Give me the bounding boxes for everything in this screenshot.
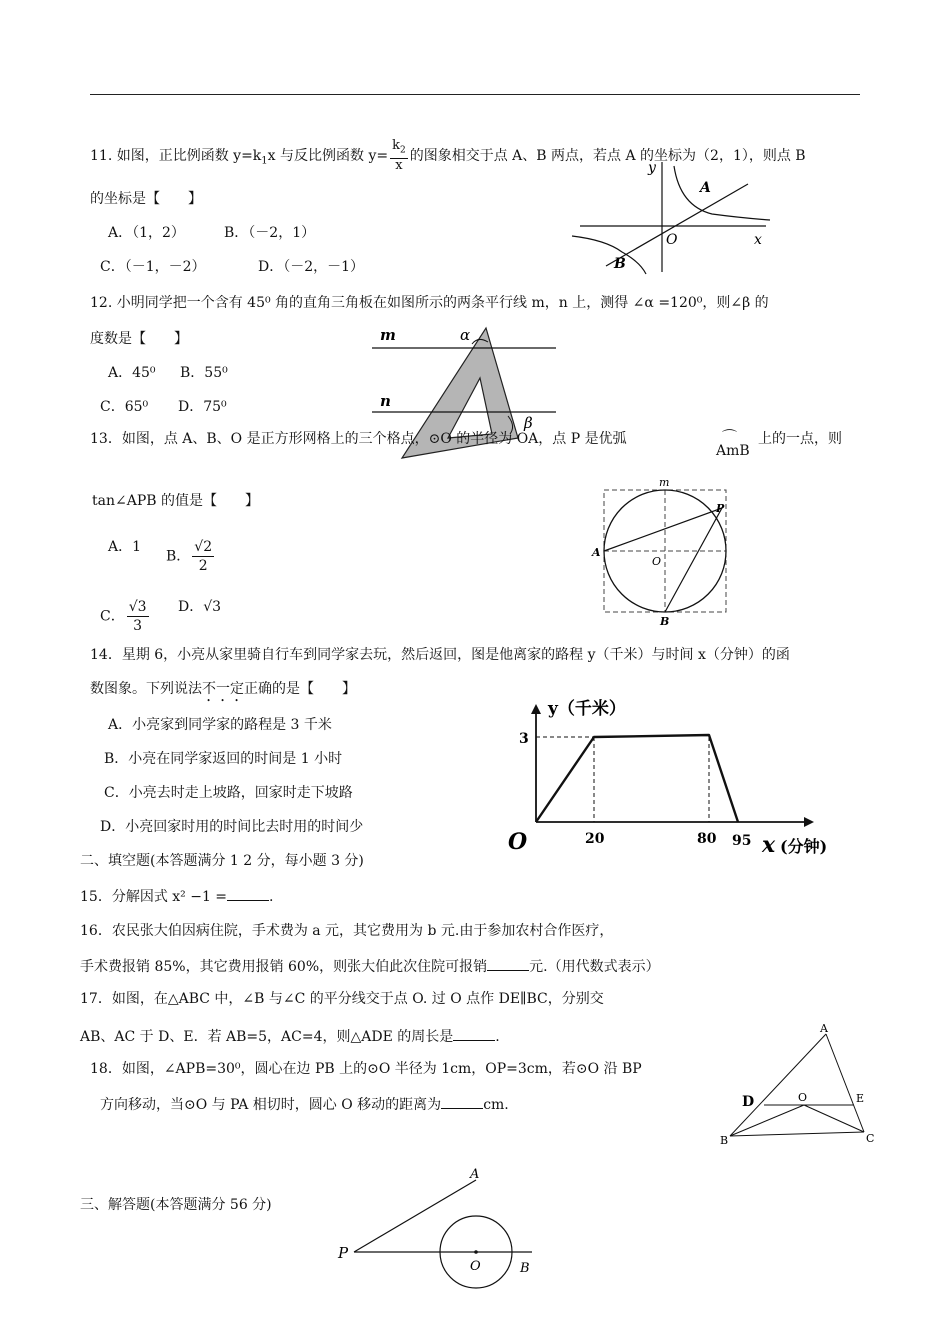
q18-ray-pa bbox=[354, 1180, 476, 1252]
q15-text: 15．分解因式 x² −1 = bbox=[80, 889, 228, 905]
q13-chord-pa bbox=[604, 508, 722, 551]
q11-text-a: 11. 如图，正比例函数 y=k bbox=[90, 147, 262, 164]
q11-line2: 的坐标是【 】 bbox=[90, 191, 202, 207]
q17-line2-text: AB、AC 于 D、E．若 AB=5，AC=4，则△ADE 的周长是 bbox=[80, 1029, 454, 1045]
q14-graph bbox=[536, 735, 738, 822]
q11-line bbox=[606, 184, 748, 266]
q16-line2-end: 元.（用代数式表示） bbox=[529, 959, 660, 975]
q11-fraction bbox=[390, 139, 408, 173]
q14-xlabel-unit: (分钟) bbox=[780, 837, 828, 856]
q13-arc bbox=[716, 428, 750, 459]
q18-line1: 18．如图，∠APB=30⁰，圆心在边 PB 上的⊙O 半径为 1cm，OP=3cm，若⊙O 沿 BP bbox=[90, 1061, 642, 1077]
q11-figure bbox=[566, 158, 776, 276]
q13-line1: 13．如图，点 A、B、O 是正方形网格上的三个格点，⊙O 的半径为 OA，点 P 是优弧 bbox=[90, 431, 627, 447]
q13-option-b bbox=[166, 538, 216, 575]
q14-xtick-80: 80 bbox=[697, 831, 717, 847]
q13-chord-pb bbox=[665, 508, 722, 612]
q12-option-a: A．45⁰ bbox=[108, 365, 156, 381]
q11-option-c: C．（－1，－2） bbox=[100, 259, 206, 275]
q13-label-m: m bbox=[659, 476, 670, 489]
q14-emphasis: 不一定 bbox=[202, 681, 244, 697]
q17-line1: 17．如图，在△ABC 中，∠B 与∠C 的平分线交于点 O. 过 O 点作 DE∥BC，分别交 bbox=[80, 991, 604, 1007]
q14-xlabel-x: x bbox=[762, 832, 776, 858]
q11-frac-den: x bbox=[395, 157, 403, 173]
q17-line2 bbox=[80, 1026, 500, 1046]
q14-option-c: C．小亮去时走上坡路，回家时走下坡路 bbox=[104, 785, 353, 801]
q13-label-b: B bbox=[660, 615, 670, 628]
section-3-heading: 三、解答题(本答题满分 56 分) bbox=[80, 1197, 272, 1213]
q13-line1-end: 上的一点，则 bbox=[758, 431, 842, 447]
q12-line2: 度数是【 】 bbox=[90, 331, 188, 347]
q14-xtick-95: 95 bbox=[732, 833, 752, 849]
q13-option-d: D．√3 bbox=[178, 599, 222, 615]
q12-label-beta: β bbox=[524, 414, 533, 432]
q17-figure bbox=[714, 1020, 884, 1150]
q14-origin: O bbox=[508, 829, 528, 855]
q18-label-o: O bbox=[470, 1259, 481, 1274]
q14-xtick-20: 20 bbox=[585, 831, 605, 847]
q18-blank[interactable] bbox=[441, 1094, 483, 1109]
q18-label-p: P bbox=[338, 1244, 349, 1262]
q13-option-b-fraction bbox=[192, 538, 214, 575]
section-2-heading: 二、填空题(本答题满分 1 2 分，每小题 3 分) bbox=[80, 853, 364, 869]
q14-ylabel: y（千米） bbox=[548, 699, 626, 719]
q15 bbox=[80, 886, 274, 906]
q17-side-ab bbox=[730, 1034, 826, 1136]
q18-line2-end: cm. bbox=[483, 1097, 509, 1113]
q18-label-b: B bbox=[520, 1261, 530, 1276]
q11-label-x: x bbox=[754, 232, 762, 248]
q17-side-bc bbox=[730, 1132, 864, 1136]
q12-label-alpha: α bbox=[460, 326, 471, 344]
q17-line2-end: . bbox=[495, 1029, 500, 1045]
q13-label-p: P bbox=[716, 502, 725, 515]
q14-y-arrow-icon bbox=[531, 704, 541, 714]
q13-label-a: A bbox=[592, 546, 601, 559]
q14-figure bbox=[504, 692, 844, 864]
q14-ytick-3: 3 bbox=[519, 731, 529, 747]
q14-option-a: A．小亮家到同学家的路程是 3 千米 bbox=[108, 717, 332, 733]
q13-option-c-den: 3 bbox=[133, 618, 143, 634]
header-rule bbox=[90, 94, 860, 95]
q13-option-c-label: C． bbox=[100, 608, 125, 625]
q15-blank[interactable] bbox=[227, 886, 269, 901]
q17-label-a: A bbox=[820, 1022, 828, 1035]
q14-line2-b: 正确的是【 】 bbox=[244, 681, 356, 697]
q14-x-arrow-icon bbox=[804, 817, 814, 827]
q18-line2 bbox=[100, 1094, 509, 1114]
q13-option-b-den: 2 bbox=[198, 558, 208, 574]
q16-line1: 16．农民张大伯因病住院，手术费为 a 元，其它费用为 b 元.由于参加农村合作医疗， bbox=[80, 923, 614, 939]
q16-blank[interactable] bbox=[487, 956, 529, 971]
q13-arc-label: AmB bbox=[716, 443, 750, 459]
q12-option-c: C．65⁰ bbox=[100, 399, 149, 415]
q11-label-a: A bbox=[700, 180, 711, 196]
q11-hyperbola-left bbox=[572, 236, 646, 274]
q11-option-b: B．（－2，1） bbox=[224, 225, 316, 241]
q17-label-b: B bbox=[720, 1134, 729, 1147]
q14-option-d: D．小亮回家时用的时间比去时用的时间少 bbox=[100, 819, 364, 835]
q18-figure bbox=[330, 1160, 550, 1280]
q13-option-b-label: B． bbox=[166, 548, 191, 565]
q18-line2-text: 方向移动，当⊙O 与 PA 相切时，圆心 O 移动的距离为 bbox=[100, 1097, 442, 1113]
q15-end: . bbox=[269, 889, 274, 905]
q14-option-b: B．小亮在同学家返回的时间是 1 小时 bbox=[104, 751, 343, 767]
q11-label-o: O bbox=[666, 232, 678, 248]
q11-frac-num: k bbox=[392, 138, 400, 153]
arc-symbol-icon: ⌒ bbox=[722, 428, 738, 446]
q11-option-a: A．（1，2） bbox=[108, 225, 185, 241]
q12-label-m: m bbox=[380, 326, 396, 344]
q13-label-o: O bbox=[652, 555, 662, 568]
q12-label-n: n bbox=[380, 392, 391, 410]
q17-blank[interactable] bbox=[453, 1026, 495, 1041]
q12-option-b: B．55⁰ bbox=[180, 365, 228, 381]
q16-line2-text: 手术费报销 85%，其它费用报销 60%，则张大伯此次住院可报销 bbox=[80, 959, 488, 975]
q12-option-d: D．75⁰ bbox=[178, 399, 227, 415]
q18-label-a: A bbox=[470, 1167, 480, 1182]
q11-text-b: x 与反比例函数 y= bbox=[267, 147, 389, 164]
q16-line2 bbox=[80, 956, 660, 976]
q13-option-c bbox=[100, 598, 151, 635]
q11-hyperbola-right bbox=[674, 166, 770, 220]
q11-label-b: B bbox=[614, 256, 626, 272]
q14-line2 bbox=[90, 680, 356, 705]
q13-figure bbox=[588, 474, 738, 626]
q14-line1: 14．星期 6，小亮从家里骑自行车到同学家去玩，然后返回，图是他离家的路程 y（千米）与时间 x（分钟）的函 bbox=[90, 647, 790, 663]
q12-line1: 12. 小明同学把一个含有 45⁰ 角的直角三角板在如图所示的两条平行线 m，n 上，测得 ∠α =120⁰，则∠β 的 bbox=[90, 295, 769, 311]
q11-option-d: D．（－2，－1） bbox=[258, 259, 365, 275]
q13-line2: tan∠APB 的值是【 】 bbox=[92, 493, 259, 509]
q14-line2-a: 数图象。下列说法 bbox=[90, 681, 202, 697]
q17-label-o: O bbox=[798, 1091, 808, 1104]
q11-text-c: 的图象相交于点 A、B 两点，若点 A 的坐标为（2，1），则点 B bbox=[409, 147, 806, 164]
q18-center-point bbox=[474, 1250, 478, 1254]
q13-option-a: A．1 bbox=[108, 539, 142, 555]
q17-label-c: C bbox=[866, 1132, 875, 1145]
q11-label-y: y bbox=[648, 160, 656, 176]
q17-label-d: D bbox=[742, 1094, 755, 1110]
q17-label-e: E bbox=[856, 1092, 865, 1105]
q13-option-c-fraction bbox=[127, 598, 149, 635]
q13-option-c-num: √3 bbox=[128, 599, 147, 615]
q11-sub1: 1 bbox=[261, 155, 268, 167]
q11-frac-num-sub: 2 bbox=[400, 145, 406, 156]
q13-option-b-num: √2 bbox=[194, 539, 213, 555]
